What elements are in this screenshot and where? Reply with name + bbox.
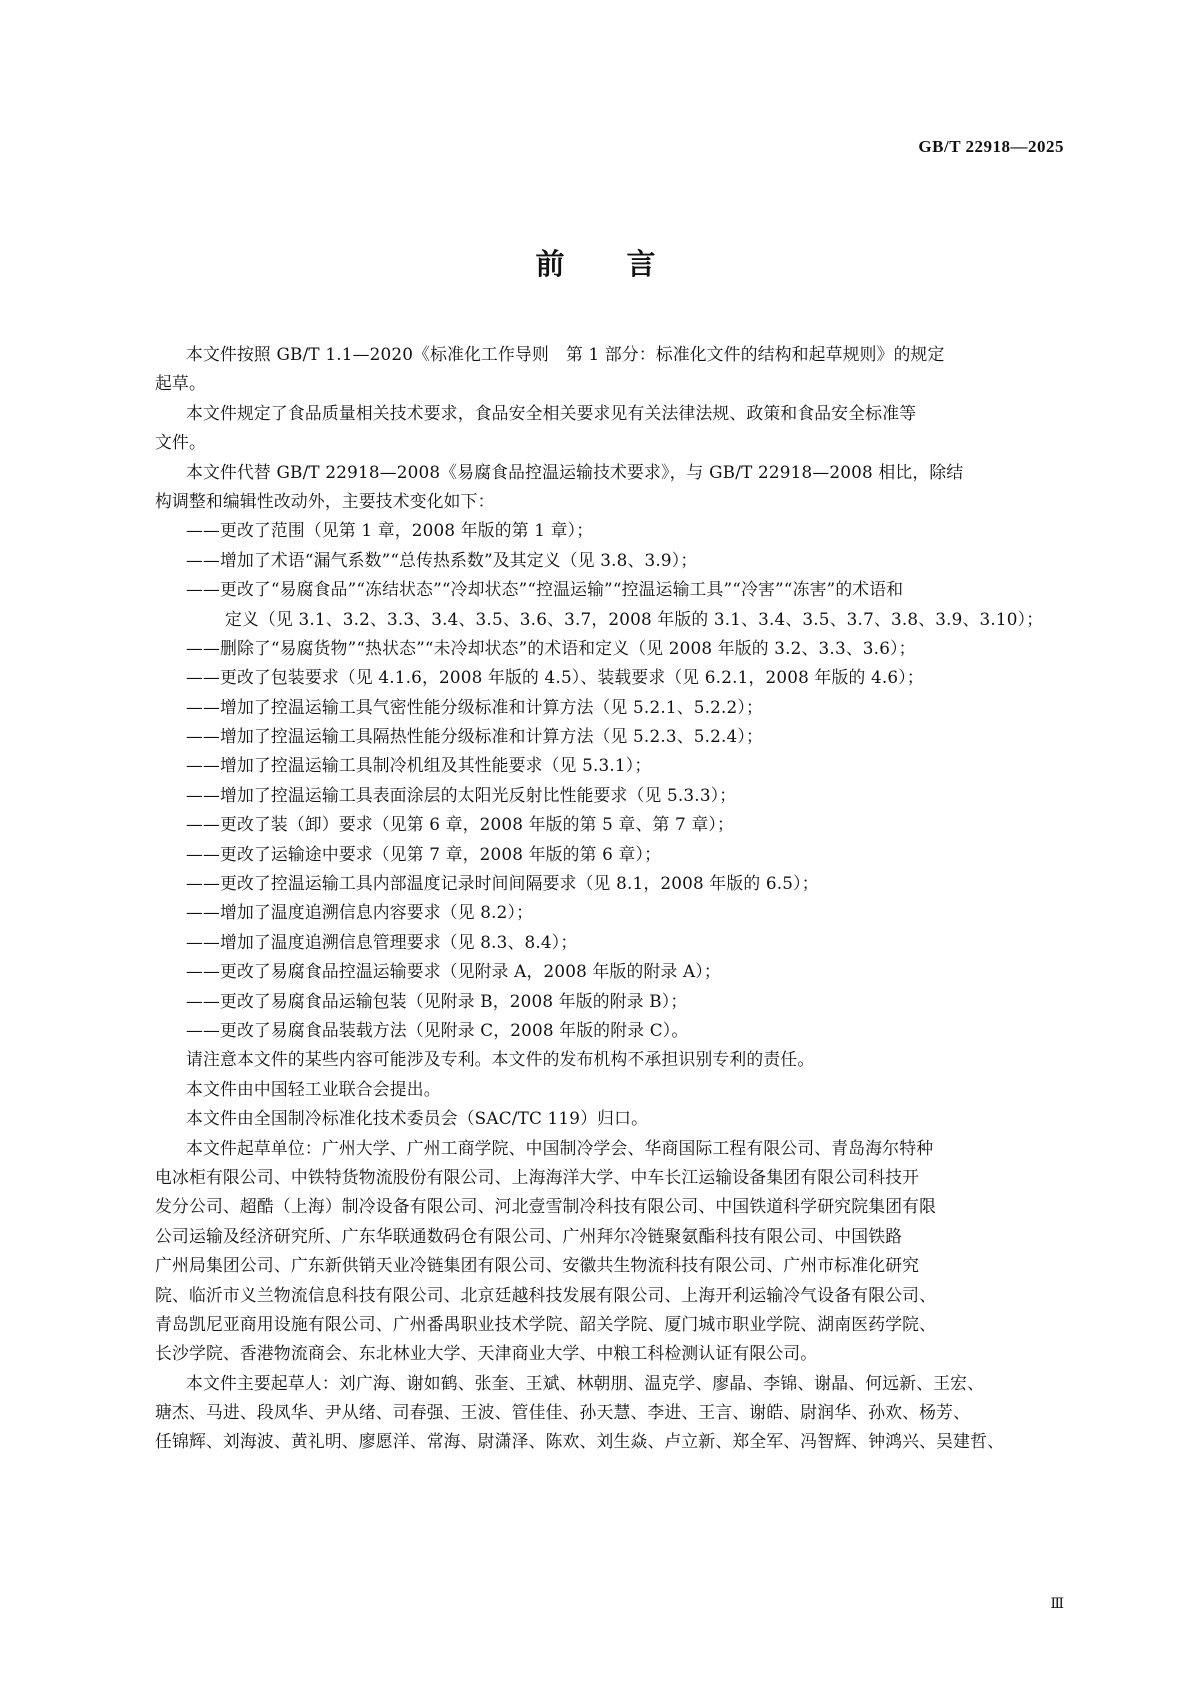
text-line: 本文件主要起草人：刘广海、谢如鹤、张奎、王斌、林朝朋、温克学、廖晶、李锦、谢晶、何远新、王宏、 — [186, 1372, 985, 1393]
text-line: ——更改了易腐食品装载方法（见附录 C，2008 年版的附录 C）。 — [186, 1019, 689, 1040]
standard-number: GB/T 22918—2025 — [918, 137, 1064, 156]
text-line: 本文件起草单位：广州大学、广州工商学院、中国制冷学会、华商国际工程有限公司、青岛海尔特种 — [186, 1137, 934, 1158]
text-line: 本文件由全国制冷标准化技术委员会（SAC/TC 119）归口。 — [186, 1108, 649, 1129]
text-line: 本文件代替 GB/T 22918—2008《易腐食品控温运输技术要求》，与 GB/T 22918—2008 相比，除结 — [186, 461, 964, 482]
text-line: 起草。 — [155, 373, 206, 394]
text-line: ——增加了控温运输工具制冷机组及其性能要求（见 5.3.1）； — [186, 755, 652, 776]
text-line: 本文件按照 GB/T 1.1—2020《标准化工作导则 第 1 部分：标准化文件的结构和起草规则》的规定 — [186, 344, 945, 364]
text-line: ——更改了易腐食品运输包装（见附录 B，2008 年版的附录 B）； — [186, 990, 688, 1011]
page-title: 前言 — [535, 247, 718, 281]
text-line: ——增加了控温运输工具隔热性能分级标准和计算方法（见 5.2.3、5.2.4）； — [186, 726, 763, 747]
text-line: ——更改了包装要求（见 4.1.6，2008 年版的 4.5）、装载要求（见 6.2.1，2008 年版的 4.6）； — [186, 667, 924, 688]
text-line: ——更改了装（卸）要求（见第 6 章，2008 年版的第 5 章、第 7 章）； — [186, 814, 734, 835]
text-line: 定义（见 3.1、3.2、3.3、3.4、3.5、3.6、3.7，2008 年版的 3.1、3.4、3.5、3.7、3.8、3.9、3.10）； — [225, 608, 1044, 629]
text-line: ——更改了运输途中要求（见第 7 章，2008 年版的第 6 章）； — [186, 843, 662, 864]
text-line: ——增加了控温运输工具气密性能分级标准和计算方法（见 5.2.1、5.2.2）； — [186, 696, 763, 717]
text-line: 院、临沂市义兰物流信息科技有限公司、北京廷越科技发展有限公司、上海开利运输冷气设备有限公司、 — [155, 1284, 937, 1305]
text-line: 请注意本文件的某些内容可能涉及专利。本文件的发布机构不承担识别专利的责任。 — [186, 1049, 815, 1070]
text-line: ——增加了温度追溯信息管理要求（见 8.3、8.4）； — [186, 931, 578, 952]
text-line: 电冰柜有限公司、中铁特货物流股份有限公司、上海海洋大学、中车长江运输设备集团有限公司科技开 — [155, 1166, 920, 1187]
text-line: 青岛凯尼亚商用设施有限公司、广州番禺职业技术学院、韶关学院、厦门城市职业学院、湖南医药学院、 — [155, 1313, 937, 1334]
text-line: 广州局集团公司、广东新供销天业冷链集团有限公司、安徽共生物流科技有限公司、广州市标准化研究 — [155, 1255, 920, 1276]
text-line: 发分公司、超酷（上海）制冷设备有限公司、河北壹雪制冷科技有限公司、中国铁道科学研究院集团有限 — [155, 1196, 937, 1217]
text-line: ——增加了温度追溯信息内容要求（见 8.2）； — [186, 902, 534, 923]
text-line: ——更改了“易腐食品”“冻结状态”“冷却状态”“控温运输”“控温运输工具”“冷害”“冻害”的术语和 — [186, 579, 904, 600]
text-line: 文件。 — [155, 432, 206, 453]
text-line: ——更改了控温运输工具内部温度记录时间间隔要求（见 8.1，2008 年版的 6.5）； — [186, 873, 819, 894]
text-line: ——更改了范围（见第 1 章，2008 年版的第 1 章）； — [186, 520, 594, 541]
text-line: 公司运输及经济研究所、广东华联通数码仓有限公司、广州拜尔冷链聚氨酯科技有限公司、中国铁路 — [155, 1225, 903, 1246]
text-line: ——删除了“易腐货物”“热状态”“未冷却状态”的术语和定义（见 2008 年版的 3.2、3.3、3.6）； — [186, 637, 916, 658]
text-line: 瑭杰、马进、段凤华、尹从绪、司春强、王波、管佳佳、孙天慧、李进、王言、谢皓、尉润华、孙欢、杨芳、 — [155, 1402, 971, 1423]
text-line: 本文件规定了食品质量相关技术要求，食品安全相关要求见有关法律法规、政策和食品安全标准等 — [186, 402, 917, 423]
text-line: 任锦辉、刘海波、黄礼明、廖愿洋、常海、尉潇泽、陈欢、刘生焱、卢立新、郑全军、冯智辉、钟鸿兴、吴建哲、 — [155, 1431, 1005, 1452]
document-body — [155, 340, 1052, 1457]
text-line: ——增加了术语“漏气系数”“总传热系数”及其定义（见 3.8、3.9）； — [186, 549, 698, 570]
text-line: 本文件由中国轻工业联合会提出。 — [186, 1078, 441, 1099]
text-line: 构调整和编辑性改动外，主要技术变化如下： — [155, 490, 495, 511]
text-line: ——增加了控温运输工具表面涂层的太阳光反射比性能要求（见 5.3.3）； — [186, 784, 737, 805]
page-number: Ⅲ — [1050, 1597, 1064, 1612]
text-line: ——更改了易腐食品控温运输要求（见附录 A，2008 年版的附录 A）； — [186, 961, 721, 982]
text-line: 长沙学院、香港物流商会、东北林业大学、天津商业大学、中粮工科检测认证有限公司。 — [155, 1343, 818, 1364]
